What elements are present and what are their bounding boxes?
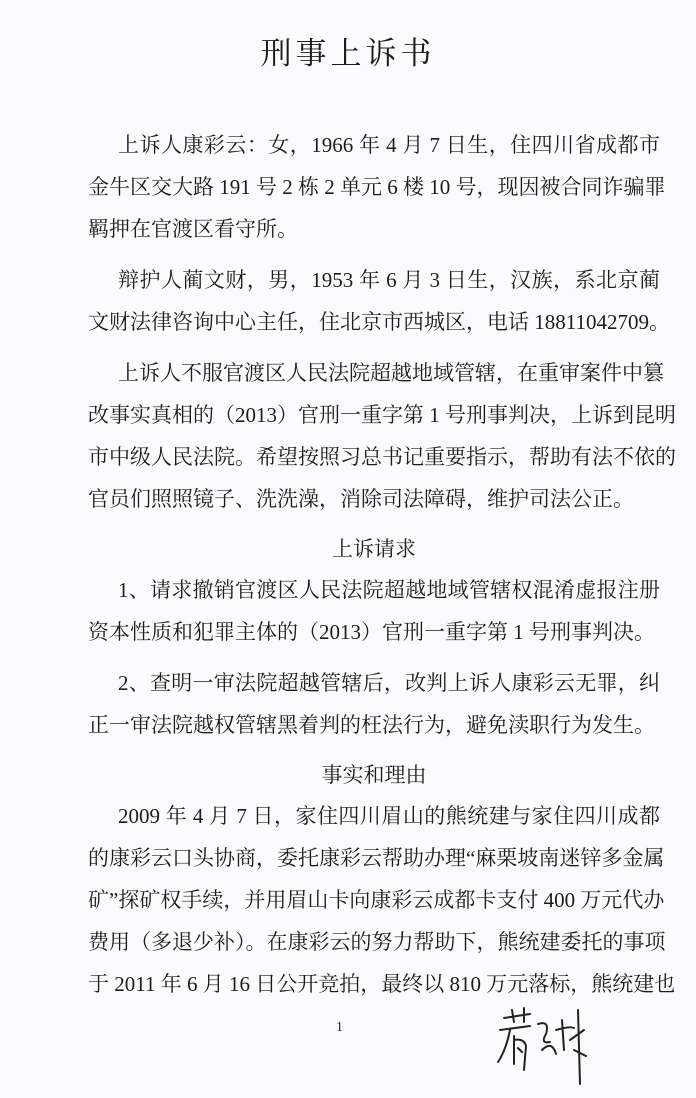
text-line: 费用（多退少补）。在康彩云的努力帮助下，熊统建委托的事项 <box>88 930 666 954</box>
section-heading: 事实和理由 <box>321 763 427 787</box>
text-line: 正一审法院越权管辖黑着判的枉法行为，避免渎职行为发生。 <box>88 713 655 737</box>
text-line: 市中级人民法院。希望按照习总书记重要指示，帮助有法不依的 <box>88 445 676 469</box>
text-line: 2009 年 4 月 7 日，家住四川眉山的熊统建与家住四川成都 <box>118 804 660 828</box>
text-line: 矿”探矿权手续，并用眉山卡向康彩云成都卡支付 400 万元代办 <box>88 888 665 912</box>
text-line: 羁押在官渡区看守所。 <box>88 217 298 241</box>
text-line: 改事实真相的（2013）官刑一重字第 1 号刑事判决，上诉到昆明 <box>88 403 676 427</box>
text-line: 上诉人不服官渡区人民法院超越地域管辖，在重审案件中篡 <box>118 361 664 385</box>
paragraph <box>88 259 670 343</box>
section-heading: 上诉请求 <box>332 537 416 561</box>
text-line: 2、查明一审法院超越管辖后，改判上诉人康彩云无罪，纠 <box>118 671 660 695</box>
document-title: 刑事上诉书 <box>260 36 436 71</box>
text-line: 金牛区交大路 191 号 2 栋 2 单元 6 楼 10 号，现因被合同诈骗罪 <box>88 175 666 199</box>
text-line: 1、请求撤销官渡区人民法院超越地域管辖权混淆虚报注册 <box>118 578 660 602</box>
paragraph <box>88 124 666 250</box>
text-line: 的康彩云口头协商，委托康彩云帮助办理“麻栗坡南迷锌多金属 <box>88 846 665 870</box>
paragraph <box>88 662 660 746</box>
paragraph <box>88 569 660 653</box>
text-line: 于 2011 年 6 月 16 日公开竞拍，最终以 810 万元落标，熊统建也 <box>88 972 676 996</box>
document-body <box>88 124 676 1014</box>
text-line: 资本性质和犯罪主体的（2013）官刑一重字第 1 号刑事判决。 <box>88 620 655 644</box>
text-line: 文财法律咨询中心主任，住北京市西城区，电话 18811042709。 <box>88 310 670 334</box>
page-number: 1 <box>336 1020 343 1035</box>
handwritten-signature <box>490 1000 610 1090</box>
text-line: 官员们照照镜子、洗洗澡，消除司法障碍，维护司法公正。 <box>88 487 634 511</box>
paragraph <box>88 352 676 520</box>
text-line: 上诉人康彩云：女，1966 年 4 月 7 日生，住四川省成都市 <box>118 133 660 157</box>
text-line: 辩护人蔺文财，男，1953 年 6 月 3 日生，汉族，系北京蔺 <box>118 268 660 292</box>
paragraph <box>88 795 676 1005</box>
